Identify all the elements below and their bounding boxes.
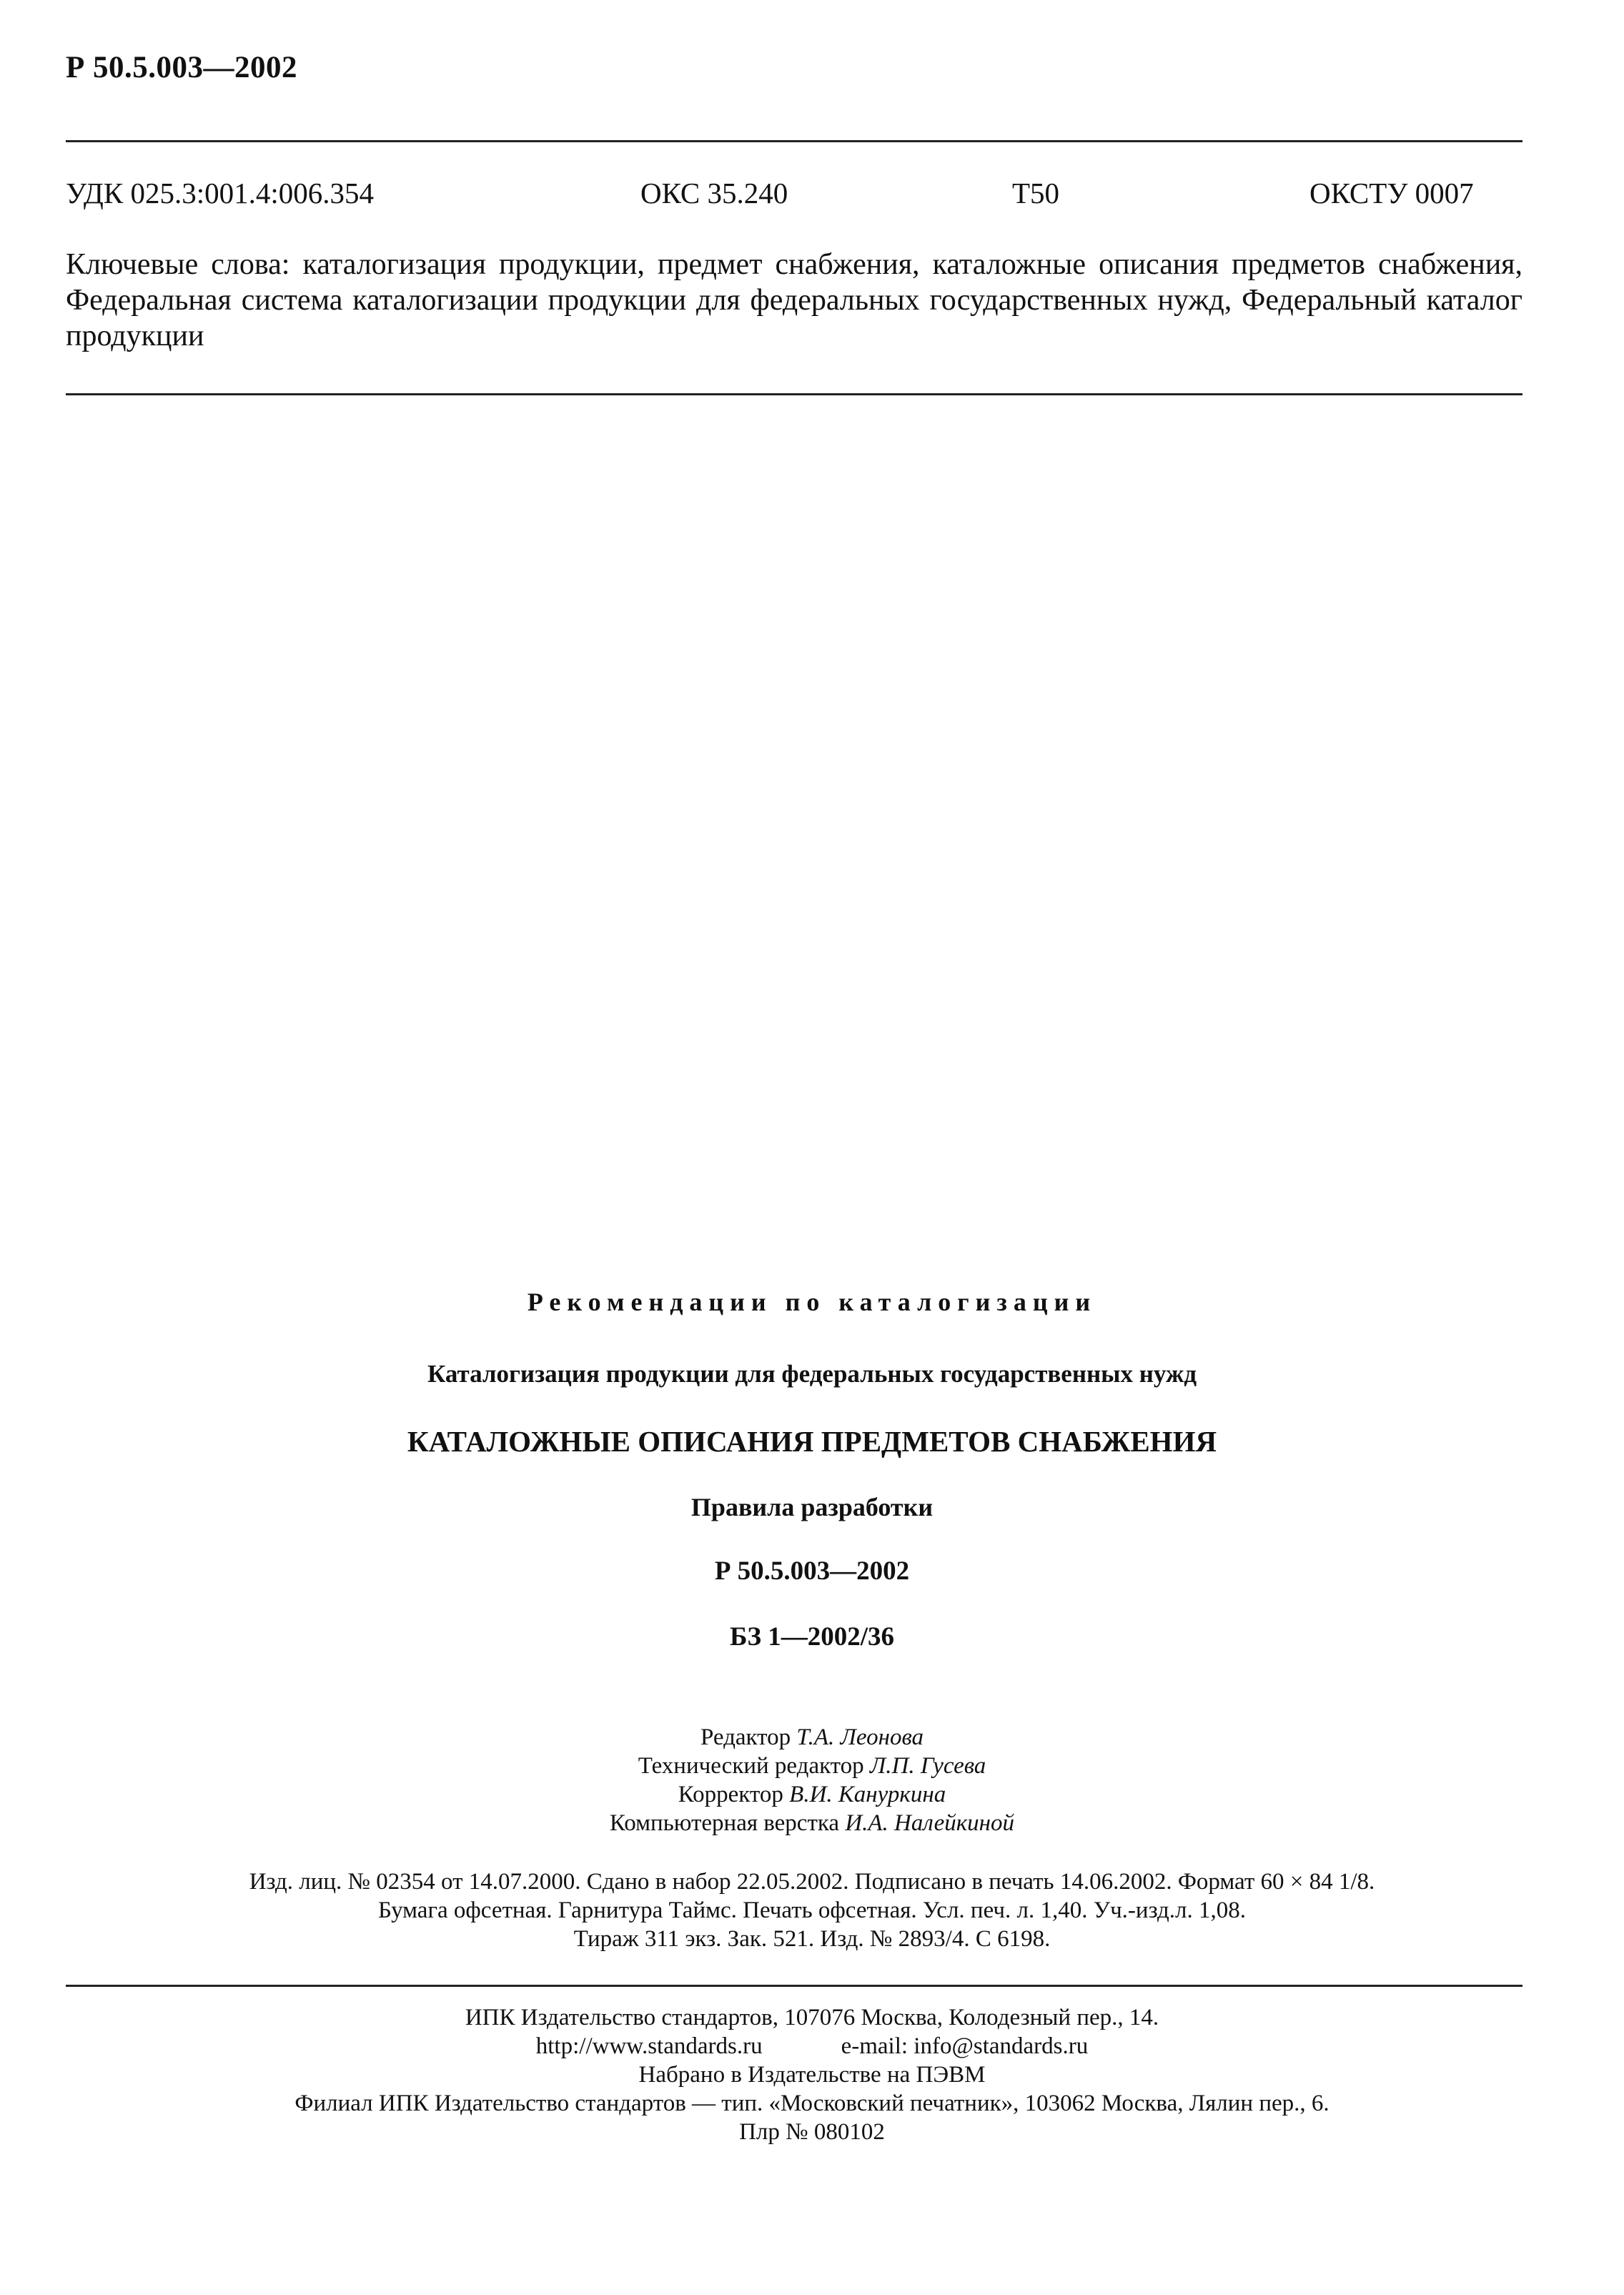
publisher-address: ИПК Издательство стандартов, 107076 Москва, Колодезный пер., 14. bbox=[465, 2005, 1159, 2030]
publisher-typeset: Набрано в Издательстве на ПЭВМ bbox=[638, 2062, 986, 2088]
divider-keywords bbox=[66, 393, 1522, 395]
publisher-contacts bbox=[536, 2032, 1088, 2060]
group-title: Каталогизация продукции для федеральных государственных нужд bbox=[427, 1360, 1197, 1388]
document-subtitle: Правила разработки bbox=[690, 1493, 934, 1521]
udk-code: УДК 025.3:001.4:006.354 bbox=[66, 177, 374, 209]
document-designation: Р 50.5.003—2002 bbox=[714, 1556, 910, 1586]
credit-role: Технический редактор bbox=[638, 1753, 864, 1779]
series-title: Рекомендации по каталогизации bbox=[527, 1288, 1097, 1316]
imprint-line: Изд. лиц. № 02354 от 14.07.2000. Сдано в набор 22.05.2002. Подписано в печать 14.06.2002. Формат 60 × 84 1/8. bbox=[249, 1869, 1375, 1895]
imprint-line: Тираж 311 экз. Зак. 521. Изд. № 2893/4. С 6198. bbox=[573, 1926, 1051, 1952]
credit-line bbox=[0, 1780, 1624, 1809]
credit-role: Корректор bbox=[678, 1782, 783, 1807]
credit-line bbox=[0, 1752, 1624, 1780]
publisher-block bbox=[0, 2003, 1624, 2146]
bz-number: БЗ 1—2002/36 bbox=[729, 1622, 895, 1652]
divider-top bbox=[66, 140, 1522, 142]
publisher-plr: Плр № 080102 bbox=[739, 2119, 885, 2145]
publisher-branch: Филиал ИПК Издательство стандартов — тип. «Московский печатник», 103062 Москва, Лялин пер., 6. bbox=[294, 2091, 1330, 2116]
classification-row bbox=[66, 176, 1522, 219]
credits-block bbox=[0, 1723, 1624, 1837]
credit-name: Т.А. Леонова bbox=[796, 1724, 924, 1750]
credit-role: Редактор bbox=[700, 1724, 791, 1750]
credit-line bbox=[0, 1723, 1624, 1752]
publisher-website: http://www.standards.ru bbox=[535, 2033, 763, 2059]
oks-code: ОКС 35.240 bbox=[640, 177, 788, 209]
credit-name: Л.П. Гусева bbox=[869, 1753, 986, 1779]
keywords-paragraph: Ключевые слова: каталогизация продукции, предмет снабжения, каталожные описания предметов снабжения, Федеральная система каталогизации продукции для федеральных государственных нужд, Федеральный каталог продукции bbox=[66, 248, 1522, 352]
imprint-line: Бумага офсетная. Гарнитура Таймс. Печать офсетная. Усл. печ. л. 1,40. Уч.-изд.л. 1,08. bbox=[377, 1897, 1247, 1923]
credit-line bbox=[0, 1809, 1624, 1837]
credit-name: И.А. Налейкиной bbox=[845, 1810, 1015, 1836]
imprint-block bbox=[0, 1867, 1624, 1953]
okstu-code: ОКСТУ 0007 bbox=[1309, 177, 1474, 209]
header-document-id: Р 50.5.003—2002 bbox=[66, 51, 298, 84]
publisher-email: e-mail: info@standards.ru bbox=[841, 2033, 1089, 2059]
credit-name: В.И. Кануркина bbox=[789, 1782, 946, 1807]
document-title: КАТАЛОЖНЫЕ ОПИСАНИЯ ПРЕДМЕТОВ СНАБЖЕНИЯ bbox=[407, 1425, 1217, 1458]
credit-role: Компьютерная верстка bbox=[609, 1810, 840, 1836]
t-code: Т50 bbox=[1012, 177, 1060, 209]
divider-publisher bbox=[66, 1985, 1522, 1987]
